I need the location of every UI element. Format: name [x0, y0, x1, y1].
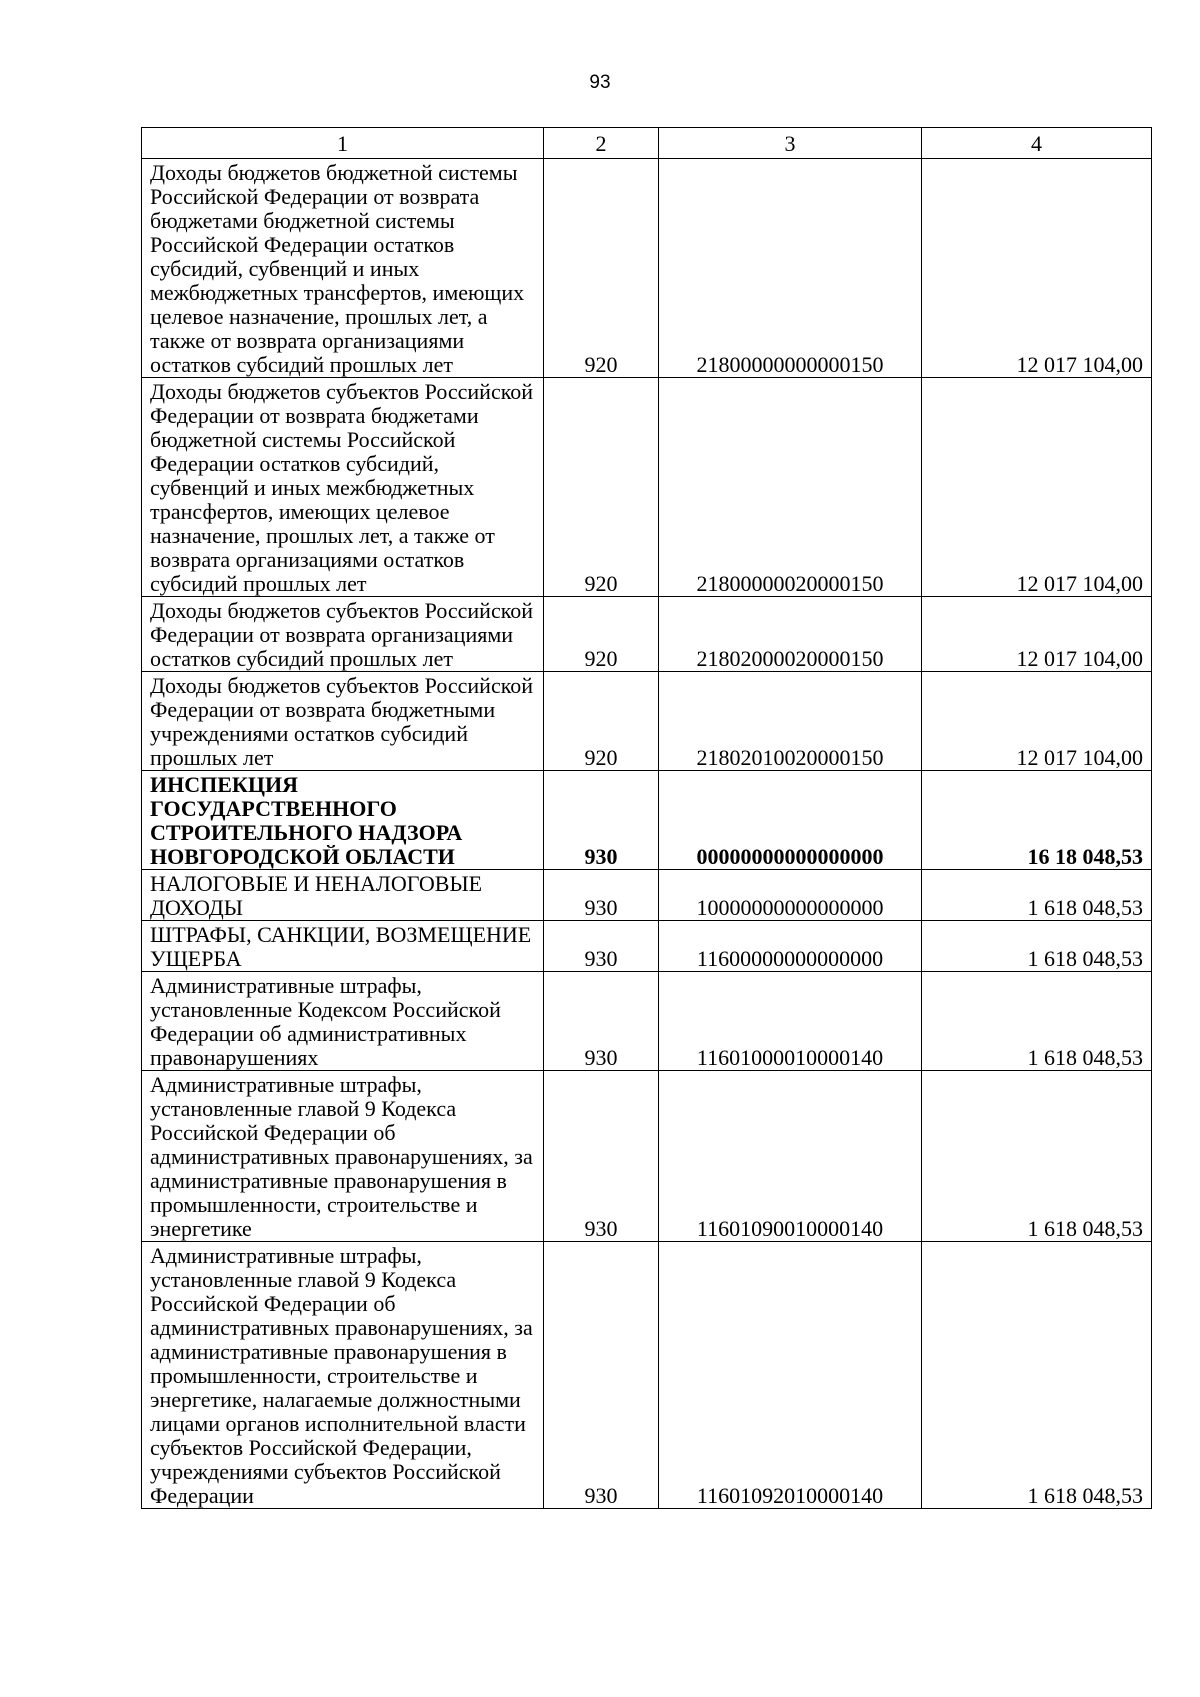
amount-cell: 1 618 048,53 [922, 972, 1152, 1071]
amount-cell: 1 618 048,53 [922, 1071, 1152, 1242]
revenue-code-cell: 21802010020000150 [659, 672, 922, 771]
amount-cell: 12 017 104,00 [922, 378, 1152, 597]
description-cell: Доходы бюджетов субъектов Российской Федерации от возврата организациями остатков субсидий прошлых лет [142, 597, 544, 672]
table-row [142, 378, 1152, 597]
column-header-1: 1 [142, 128, 544, 159]
revenue-code-cell: 00000000000000000 [659, 771, 922, 870]
page-number: 93 [589, 72, 611, 93]
amount-cell: 12 017 104,00 [922, 159, 1152, 378]
table-row [142, 972, 1152, 1071]
table-row [142, 597, 1152, 672]
amount-cell: 12 017 104,00 [922, 597, 1152, 672]
revenue-table [141, 127, 1152, 1509]
amount-cell: 1 618 048,53 [922, 1242, 1152, 1509]
table-row [142, 1242, 1152, 1509]
table-row [142, 159, 1152, 378]
revenue-code-cell: 21800000000000150 [659, 159, 922, 378]
revenue-code-cell: 21802000020000150 [659, 597, 922, 672]
admin-code-cell: 920 [544, 597, 659, 672]
amount-cell: 12 017 104,00 [922, 672, 1152, 771]
description-cell: Административные штрафы, установленные главой 9 Кодекса Российской Федерации об административных правонарушениях, за административные правонарушения в промышленности, строительстве и энергетике, налагаемые должностными лицами органов исполнительной власти субъектов Российской Федерации, учреждениями субъектов Российской Федерации [142, 1242, 544, 1509]
revenue-code-cell: 11601000010000140 [659, 972, 922, 1071]
description-cell: НАЛОГОВЫЕ И НЕНАЛОГОВЫЕ ДОХОДЫ [142, 870, 544, 921]
admin-code-cell: 920 [544, 378, 659, 597]
table-row [142, 672, 1152, 771]
admin-code-cell: 930 [544, 921, 659, 972]
description-cell: Доходы бюджетов бюджетной системы Российской Федерации от возврата бюджетами бюджетной системы Российской Федерации остатков субсидий, субвенций и иных межбюджетных трансфертов, имеющих целевое назначение, прошлых лет, а также от возврата организациями остатков субсидий прошлых лет [142, 159, 544, 378]
column-header-2: 2 [544, 128, 659, 159]
amount-cell: 16 18 048,53 [922, 771, 1152, 870]
table-row [142, 921, 1152, 972]
revenue-code-cell: 11601090010000140 [659, 1071, 922, 1242]
description-cell: ШТРАФЫ, САНКЦИИ, ВОЗМЕЩЕНИЕ УЩЕРБА [142, 921, 544, 972]
amount-cell: 1 618 048,53 [922, 870, 1152, 921]
table-row [142, 870, 1152, 921]
amount-cell: 1 618 048,53 [922, 921, 1152, 972]
revenue-code-cell: 11600000000000000 [659, 921, 922, 972]
table-header-row [142, 128, 1152, 159]
admin-code-cell: 930 [544, 870, 659, 921]
revenue-code-cell: 11601092010000140 [659, 1242, 922, 1509]
column-header-3: 3 [659, 128, 922, 159]
description-cell: Административные штрафы, установленные главой 9 Кодекса Российской Федерации об административных правонарушениях, за административные правонарушения в промышленности, строительстве и энергетике [142, 1071, 544, 1242]
table-row [142, 1071, 1152, 1242]
table-row [142, 771, 1152, 870]
description-cell: Доходы бюджетов субъектов Российской Федерации от возврата бюджетными учреждениями остатков субсидий прошлых лет [142, 672, 544, 771]
description-cell: Административные штрафы, установленные Кодексом Российской Федерации об административных правонарушениях [142, 972, 544, 1071]
admin-code-cell: 920 [544, 159, 659, 378]
description-cell: Доходы бюджетов субъектов Российской Федерации от возврата бюджетами бюджетной системы Российской Федерации остатков субсидий, субвенций и иных межбюджетных трансфертов, имеющих целевое назначение, прошлых лет, а также от возврата организациями остатков субсидий прошлых лет [142, 378, 544, 597]
revenue-code-cell: 21800000020000150 [659, 378, 922, 597]
admin-code-cell: 930 [544, 972, 659, 1071]
revenue-code-cell: 10000000000000000 [659, 870, 922, 921]
admin-code-cell: 930 [544, 771, 659, 870]
admin-code-cell: 930 [544, 1242, 659, 1509]
admin-code-cell: 930 [544, 1071, 659, 1242]
admin-code-cell: 920 [544, 672, 659, 771]
column-header-4: 4 [922, 128, 1152, 159]
description-cell: ИНСПЕКЦИЯ ГОСУДАРСТВЕННОГО СТРОИТЕЛЬНОГО НАДЗОРА НОВГОРОДСКОЙ ОБЛАСТИ [142, 771, 544, 870]
